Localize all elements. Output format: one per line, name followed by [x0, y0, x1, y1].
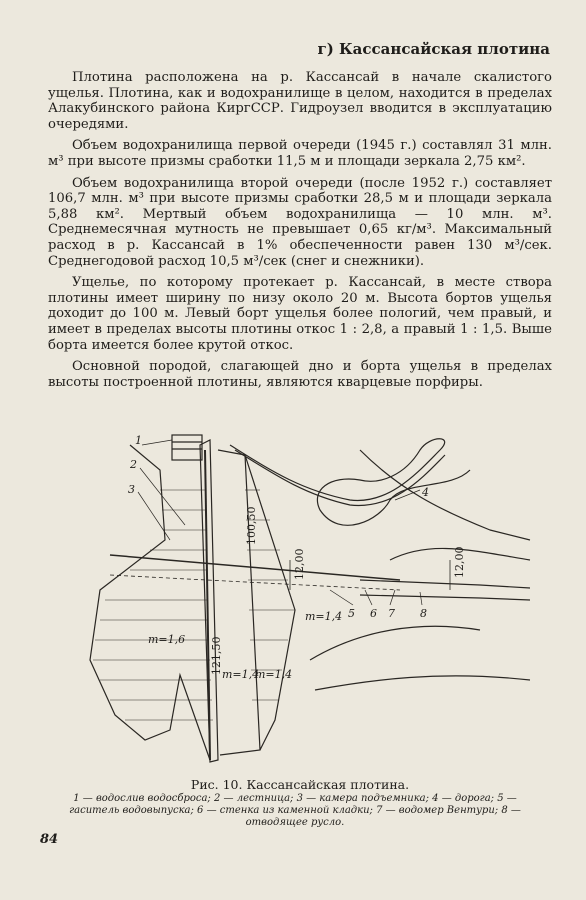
- body-text: [48, 70, 552, 396]
- dam-plan-drawing: [60, 430, 540, 775]
- road-serpentine: [230, 439, 470, 526]
- terrain-line: [310, 626, 480, 660]
- terrain-line: [360, 450, 530, 540]
- valley-slope-left: [90, 445, 210, 760]
- outlet-conduit-lower: [110, 575, 400, 590]
- section-heading: г) Кассансайская плотина: [317, 40, 550, 58]
- spillway-channel: [205, 450, 210, 760]
- slope-label: m=1,6: [148, 633, 186, 646]
- slope-label: m=1,4: [222, 668, 260, 681]
- callout-label: 4: [422, 486, 429, 499]
- callout-label: 2: [130, 458, 137, 471]
- figure-legend: 1 — водослив водосброса; 2 — лестница; 3 — камера подъемника; 4 — дорога; 5 — гаситель водовыпуска; 6 — стенка из каменной кладки; 7 — водомер Вентури; 8 — отводящее русло.: [69, 793, 521, 828]
- callout-label: 3: [128, 483, 135, 496]
- slope-label: m=1,4: [255, 668, 293, 681]
- paragraph: Плотина расположена на р. Кассансай в начале скалистого ущелья. Плотина, как и водохранилище в целом, находится в пределах Алакубинского района КиргССР. Гидроузел вводится в эксплуатацию очередями.: [48, 70, 552, 132]
- elevation-label: 121,50: [210, 636, 223, 675]
- callout-label: 8: [420, 607, 427, 620]
- dimension-label: 12,00: [453, 546, 466, 578]
- callout-label: 5: [348, 607, 355, 620]
- elevation-label: 100,50: [245, 506, 258, 545]
- dam-crest: [218, 450, 260, 755]
- callout-label: 1: [135, 434, 142, 447]
- dimension-label: 12,00: [293, 548, 306, 580]
- discharge-channel-2: [360, 595, 530, 600]
- paragraph: Ущелье, по которому протекает р. Кассансай, в месте створа плотины имеет ширину по низу около 20 м. Высота бортов ущелья доходит до 100 м. Левый борт ущелья более пологий, чем правый, и имеет в пределах высоты плотины откос 1 : 2,8, а правый 1 : 1,5. Выше борта имеется более крутой откос.: [48, 275, 552, 353]
- terrain-line: [315, 676, 530, 690]
- paragraph: Объем водохранилища первой очереди (1945 г.) составлял 31 млн. м³ при высоте призмы сработки 11,5 м и площади зеркала 2,75 км².: [48, 138, 552, 169]
- slope-label: m=1,4: [305, 610, 343, 623]
- spillway-house: [172, 435, 202, 460]
- discharge-channel: [360, 580, 530, 588]
- page-number: 84: [40, 832, 59, 847]
- dam-plan-figure: [60, 430, 540, 775]
- callout-label: 7: [388, 607, 395, 620]
- figure-caption: Рис. 10. Кассансайская плотина.: [190, 777, 410, 792]
- paragraph: Объем водохранилища второй очереди (после 1952 г.) составляет 106,7 млн. м³ при высоте призмы сработки 28,5 м и площади зеркала 5,88 км². Мертвый объем водохранилища — 10 млн. м³. Среднемесячная мутность не превышает 0,65 кг/м³. Максимальный расход в р. Кассансай в 1% обеспеченности равен 130 м³/сек. Среднегодовой расход 10,5 м³/сек (снег и снежники).: [48, 175, 552, 269]
- callout-label: 6: [370, 607, 377, 620]
- outlet-conduit: [110, 555, 400, 580]
- paragraph: Основной породой, слагающей дно и борта ущелья в пределах высоты построенной плотины, являются кварцевые порфиры.: [48, 359, 552, 390]
